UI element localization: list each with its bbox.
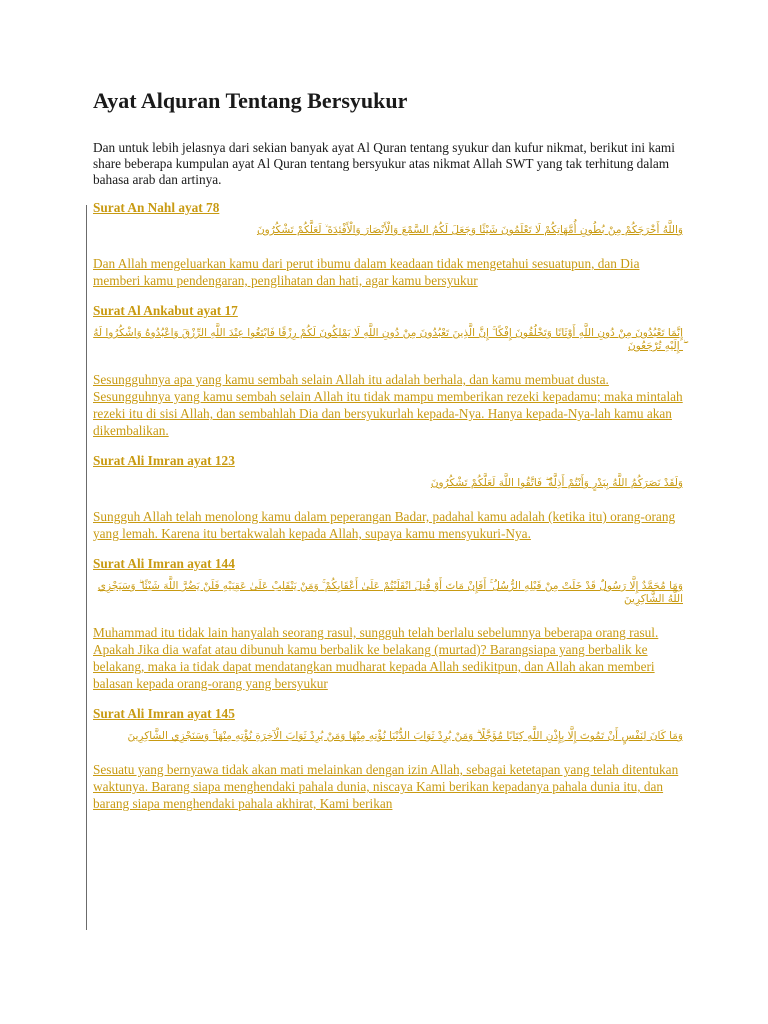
section-ali-imran-123: [93, 453, 683, 542]
verse-translation[interactable]: Muhammad itu tidak lain hanyalah seorang rasul, sungguh telah berlalu sebelumnya beberapa orang rasul. Apakah Jika dia wafat atau dibunuh kamu berbalik ke belakang (murtad)? Barangsiapa yang berbalik ke belakang, maka ia tidak dapat mendatangkan mudharat kepada Allah sedikitpun, dan Allah akan memberi balasan kepada orang-orang yang bersyukur: [93, 625, 659, 691]
section-heading[interactable]: Surat Al Ankabut ayat 17: [93, 303, 238, 318]
verse-translation[interactable]: Dan Allah mengeluarkan kamu dari perut ibumu dalam keadaan tidak mengetahui sesuatupun, dan Dia memberi kamu pendengaran, penglihatan dan hati, agar kamu bersyukur: [93, 256, 640, 288]
section-heading[interactable]: Surat Ali Imran ayat 145: [93, 706, 235, 721]
section-heading[interactable]: Surat Ali Imran ayat 123: [93, 453, 235, 468]
section-an-nahl-78: [93, 200, 683, 289]
section-al-ankabut-17: [93, 303, 683, 439]
verse-translation[interactable]: Sesuatu yang bernyawa tidak akan mati melainkan dengan izin Allah, sebagai ketetapan yang telah ditentukan waktunya. Barang siapa menghendaki pahala dunia, niscaya Kami berikan kepadanya pahala dunia itu, dan barang siapa menghendaki pahala akhirat, Kami berikan: [93, 762, 679, 811]
document-content: [93, 86, 683, 826]
page-title: Ayat Alquran Tentang Bersyukur: [93, 88, 408, 113]
verse-translation[interactable]: Sungguh Allah telah menolong kamu dalam peperangan Badar, padahal kamu adalah (ketika itu) orang-orang yang lemah. Karena itu bertakwalah kepada Allah, supaya kamu mensyukuri-Nya.: [93, 509, 676, 541]
section-ali-imran-145: [93, 706, 683, 812]
arabic-verse[interactable]: وَلَقَدْ نَصَرَكُمُ اللَّهُ بِبَدْرٍ وَأَنْتُمْ أَذِلَّةٌ ۖ فَاتَّقُوا اللَّهَ لَعَلَّكُمْ تَشْكُرُونَ: [430, 477, 683, 489]
margin-line: [86, 205, 87, 930]
section-heading[interactable]: Surat Ali Imran ayat 144: [93, 556, 235, 571]
section-heading[interactable]: Surat An Nahl ayat 78: [93, 200, 220, 215]
section-ali-imran-144: [93, 556, 683, 692]
verse-translation[interactable]: Sesungguhnya apa yang kamu sembah selain Allah itu adalah berhala, dan kamu membuat dusta. Sesungguhnya yang kamu sembah selain Allah itu tidak mampu memberikan rezeki kepadamu; maka mintalah rezeki itu di sisi Allah, dan sembahlah Dia dan bersyukurlah kepada-Nya. Hanya kepada-Nya-lah kamu akan dikembalikan.: [93, 372, 683, 438]
arabic-verse[interactable]: وَاللَّهُ أَخْرَجَكُمْ مِنْ بُطُونِ أُمَّهَاتِكُمْ لَا تَعْلَمُونَ شَيْئًا وَجَعَلَ لَكُمُ السَّمْعَ وَالْأَبْصَارَ وَالْأَفْئِدَةَ ۙ لَعَلَّكُمْ تَشْكُرُونَ: [256, 224, 683, 236]
arabic-verse[interactable]: إِنَّمَا تَعْبُدُونَ مِنْ دُونِ اللَّهِ أَوْثَانًا وَتَخْلُقُونَ إِفْكًا ۚ إِنَّ الَّذِينَ تَعْبُدُونَ مِنْ دُونِ اللَّهِ لَا يَمْلِكُونَ لَكُمْ رِزْقًا فَابْتَغُوا عِنْدَ اللَّهِ الرِّزْقَ وَاعْبُدُوهُ وَاشْكُرُوا لَهُ ۖ إِلَيْهِ تُرْجَعُونَ: [93, 327, 683, 352]
arabic-verse[interactable]: وَمَا كَانَ لِنَفْسٍ أَنْ تَمُوتَ إِلَّا بِإِذْنِ اللَّهِ كِتَابًا مُؤَجَّلًا ۗ وَمَنْ يُرِدْ ثَوَابَ الدُّنْيَا نُؤْتِهِ مِنْهَا وَمَنْ يُرِدْ ثَوَابَ الْآخِرَةِ نُؤْتِهِ مِنْهَا ۚ وَسَنَجْزِي الشَّاكِرِينَ: [127, 730, 683, 742]
arabic-verse[interactable]: وَمَا مُحَمَّدٌ إِلَّا رَسُولٌ قَدْ خَلَتْ مِنْ قَبْلِهِ الرُّسُلُ ۚ أَفَإِنْ مَاتَ أَوْ قُتِلَ انْقَلَبْتُمْ عَلَىٰ أَعْقَابِكُمْ ۚ وَمَنْ يَنْقَلِبْ عَلَىٰ عَقِبَيْهِ فَلَنْ يَضُرَّ اللَّهَ شَيْئًا ۗ وَسَيَجْزِي اللَّهُ الشَّاكِرِينَ: [97, 580, 683, 605]
intro-paragraph: Dan untuk lebih jelasnya dari sekian banyak ayat Al Quran tentang syukur dan kufur nikmat, berikut ini kami share beberapa kumpulan ayat Al Quran tentang bersyukur atas nikmat Allah SWT yang tak terhitung dalam bahasa arab dan artinya.: [93, 140, 675, 187]
